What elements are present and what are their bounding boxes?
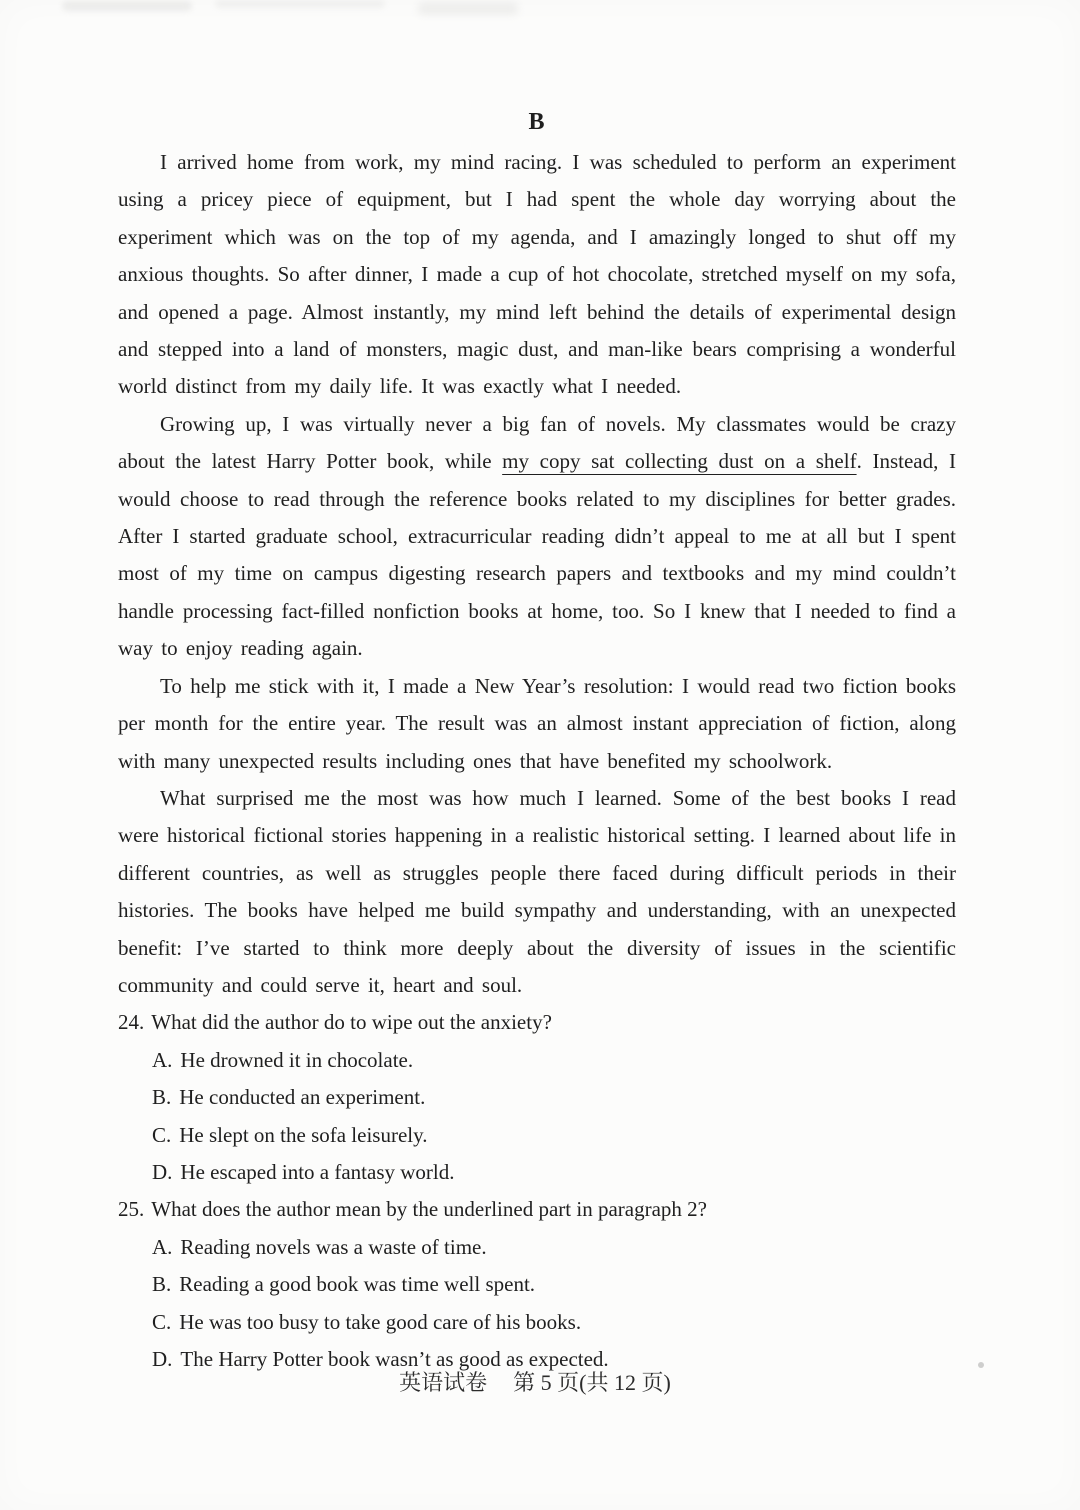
option-c-label: C. — [152, 1122, 172, 1147]
option-b-text: Reading a good book was time well spent. — [179, 1272, 536, 1297]
question-24-option-b — [118, 1079, 956, 1116]
passage-paragraph-2 — [118, 406, 956, 668]
option-b-label: B. — [152, 1272, 172, 1297]
underlined-phrase: my copy sat collecting dust on a shelf — [502, 449, 857, 474]
option-b-text: He conducted an experiment. — [179, 1085, 426, 1110]
option-a-text: He drowned it in chocolate. — [180, 1047, 414, 1072]
option-d-label: D. — [152, 1159, 173, 1184]
scan-artifact — [215, 0, 385, 8]
footer-exam-title: 英语试卷 — [399, 1370, 488, 1395]
question-24-option-a — [118, 1042, 956, 1079]
option-c-label: C. — [152, 1309, 172, 1334]
paragraph-2-post-text: . Instead, I would choose to read through the reference books related to my disciplines for better grades. After I started graduate school, extracurricular reading didn’t appeal to me at all but I spent most of my time on campus digesting research papers and textbooks and my mind couldn’t handle processing fact-filled nonfiction books at home, too. So I knew that I needed to find a way to enjoy reading again. — [118, 449, 956, 661]
scan-artifact — [418, 2, 518, 15]
question-25-option-b — [118, 1266, 956, 1303]
option-d-label: D. — [152, 1347, 173, 1371]
passage-section — [118, 104, 956, 1378]
question-24-option-d — [118, 1154, 956, 1191]
question-25-text: What does the author mean by the underlined part in paragraph 2? — [151, 1197, 707, 1222]
scan-artifact — [62, 1, 192, 11]
footer-page-info: 第 5 页(共 12 页) — [513, 1370, 671, 1395]
option-b-label: B. — [152, 1085, 172, 1110]
passage-paragraph-4: What surprised me the most was how much I learned. Some of the best books I read were historical fictional stories happening in a realistic historical setting. I learned about life in different countries, as well as struggles people there faced during difficult periods in their histories. The books have helped me build sympathy and understanding, with an unexpected benefit: I’ve started to think more deeply about the diversity of issues in the scientific community and could serve it, heart and soul. — [118, 785, 956, 997]
option-c-text: He was too busy to take good care of his books. — [179, 1309, 582, 1334]
question-25-option-a — [118, 1229, 956, 1266]
passage-paragraph-3: To help me stick with it, I made a New Year’s resolution: I would read two fiction books per month for the entire year. The result was an almost instant appreciation of fiction, along with many unexpected results including ones that have benefited my schoolwork. — [118, 673, 956, 773]
option-c-text: He slept on the sofa leisurely. — [179, 1122, 428, 1147]
question-24-option-c — [118, 1117, 956, 1154]
question-25 — [118, 1191, 956, 1378]
option-a-text: Reading novels was a waste of time. — [180, 1234, 487, 1259]
option-a-label: A. — [152, 1047, 173, 1072]
question-25-number: 25. — [118, 1197, 145, 1222]
question-24-stem — [118, 1004, 956, 1041]
option-d-text: The Harry Potter book wasn’t as good as expected. — [180, 1347, 609, 1371]
option-a-label: A. — [152, 1234, 173, 1259]
page-footer — [0, 1366, 1070, 1400]
question-24-number: 24. — [118, 1010, 145, 1035]
question-24 — [118, 1004, 956, 1191]
paragraph-2-pre-text: Growing up, I was virtually never a big fan of novels. My classmates would be crazy about the latest Harry Potter book, while — [118, 411, 956, 474]
option-d-text: He escaped into a fantasy world. — [180, 1159, 455, 1184]
section-label: B — [528, 109, 546, 135]
passage-paragraph-1: I arrived home from work, my mind racing. I was scheduled to perform an experiment using a pricey piece of equipment, but I had spent the whole day worrying about the experiment which was on the top of my agenda, and I amazingly longed to shut off my anxious thoughts. So after dinner, I made a cup of hot chocolate, stretched myself on my sofa, and opened a page. Almost instantly, my mind left behind the details of experimental design and stepped into a land of monsters, magic dust, and man-like bears comprising a wonderful world distinct from my daily life. It was exactly what I needed. — [118, 150, 956, 399]
question-25-stem — [118, 1191, 956, 1228]
question-24-text: What did the author do to wipe out the anxiety? — [151, 1010, 552, 1035]
question-25-option-c — [118, 1304, 956, 1341]
